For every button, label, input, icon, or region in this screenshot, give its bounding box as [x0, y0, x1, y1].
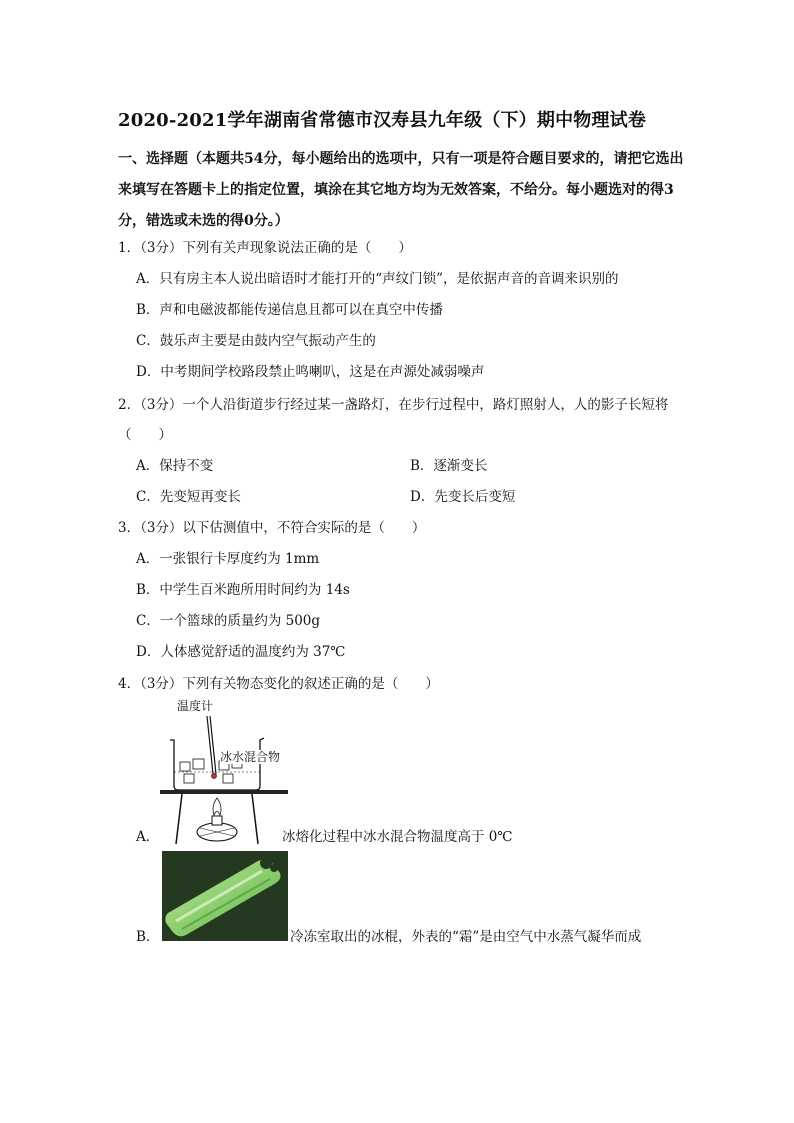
stand-plate	[160, 790, 288, 794]
question-1-option-b: B．声和电磁波都能传递信息且都可以在真空中传播	[136, 302, 443, 318]
question-2-option-b: B．逐渐变长	[410, 458, 488, 474]
question-3-option-c: C．一个篮球的质量约为 500g	[136, 613, 321, 629]
thermometer-label: 温度计	[177, 699, 214, 713]
flame	[213, 798, 221, 815]
question-2-stem: 2．（3分）一个人沿街道步行经过某一盏路灯，在步行过程中，路灯照射人，人的影子长短将（ ）	[118, 397, 669, 443]
popsicle-photo	[162, 851, 288, 941]
question-1-option-d: D．中考期间学校路段禁止鸣喇叭，这是在声源处减弱噪声	[136, 364, 485, 380]
ice-melting-figure	[160, 698, 290, 846]
mixture-label: 冰水混合物	[220, 750, 281, 764]
question-1-option-c: C．鼓乐声主要是由鼓内空气振动产生的	[136, 333, 376, 349]
question-1-option-a: A．只有房主本人说出暗语时才能打开的“声纹门锁”，是依据声音的音调来识别的	[136, 271, 619, 287]
popsicle-image	[162, 851, 288, 941]
thermometer-bulb	[212, 774, 217, 779]
question-2-option-d: D．先变长后变短	[410, 489, 516, 505]
question-3-option-b: B．中学生百米跑所用时间约为 14s	[136, 582, 350, 598]
ice-melting-diagram	[160, 698, 290, 846]
question-3-stem: 3．（3分）以下估测值中，不符合实际的是（ ）	[118, 520, 426, 536]
question-4-option-a-letter: A．	[136, 829, 160, 845]
question-4-option-a-text: 冰熔化过程中冰水混合物温度高于 0℃	[282, 829, 513, 845]
question-4-stem: 4．（3分）下列有关物态变化的叙述正确的是（ ）	[118, 676, 439, 692]
question-3-option-a: A．一张银行卡厚度约为 1mm	[136, 551, 320, 567]
question-4-option-b-letter: B．	[136, 929, 160, 945]
question-2-option-c: C．先变短再变长	[136, 489, 241, 505]
thermometer-stem	[207, 716, 213, 774]
page-title: 2020-2021学年湖南省常德市汉寿县九年级（下）期中物理试卷	[118, 110, 647, 131]
question-2-option-a: A．保持不变	[136, 458, 214, 474]
question-1-stem: 1．（3分）下列有关声现象说法正确的是（ ）	[118, 240, 412, 256]
section-heading: 一、选择题（本题共54分，每小题给出的选项中，只有一项是符合题目要求的，请把它选出来填写在答题卡上的指定位置，填涂在其它地方均为无效答案，不给分。每小题选对的得3分，错选或未选的得0分。）	[118, 151, 684, 229]
question-3-option-d: D．人体感觉舒适的温度约为 37℃	[136, 644, 346, 660]
question-4-option-b-text: 冷冻室取出的冰棍，外表的“霜”是由空气中水蒸气凝华而成	[290, 929, 642, 945]
